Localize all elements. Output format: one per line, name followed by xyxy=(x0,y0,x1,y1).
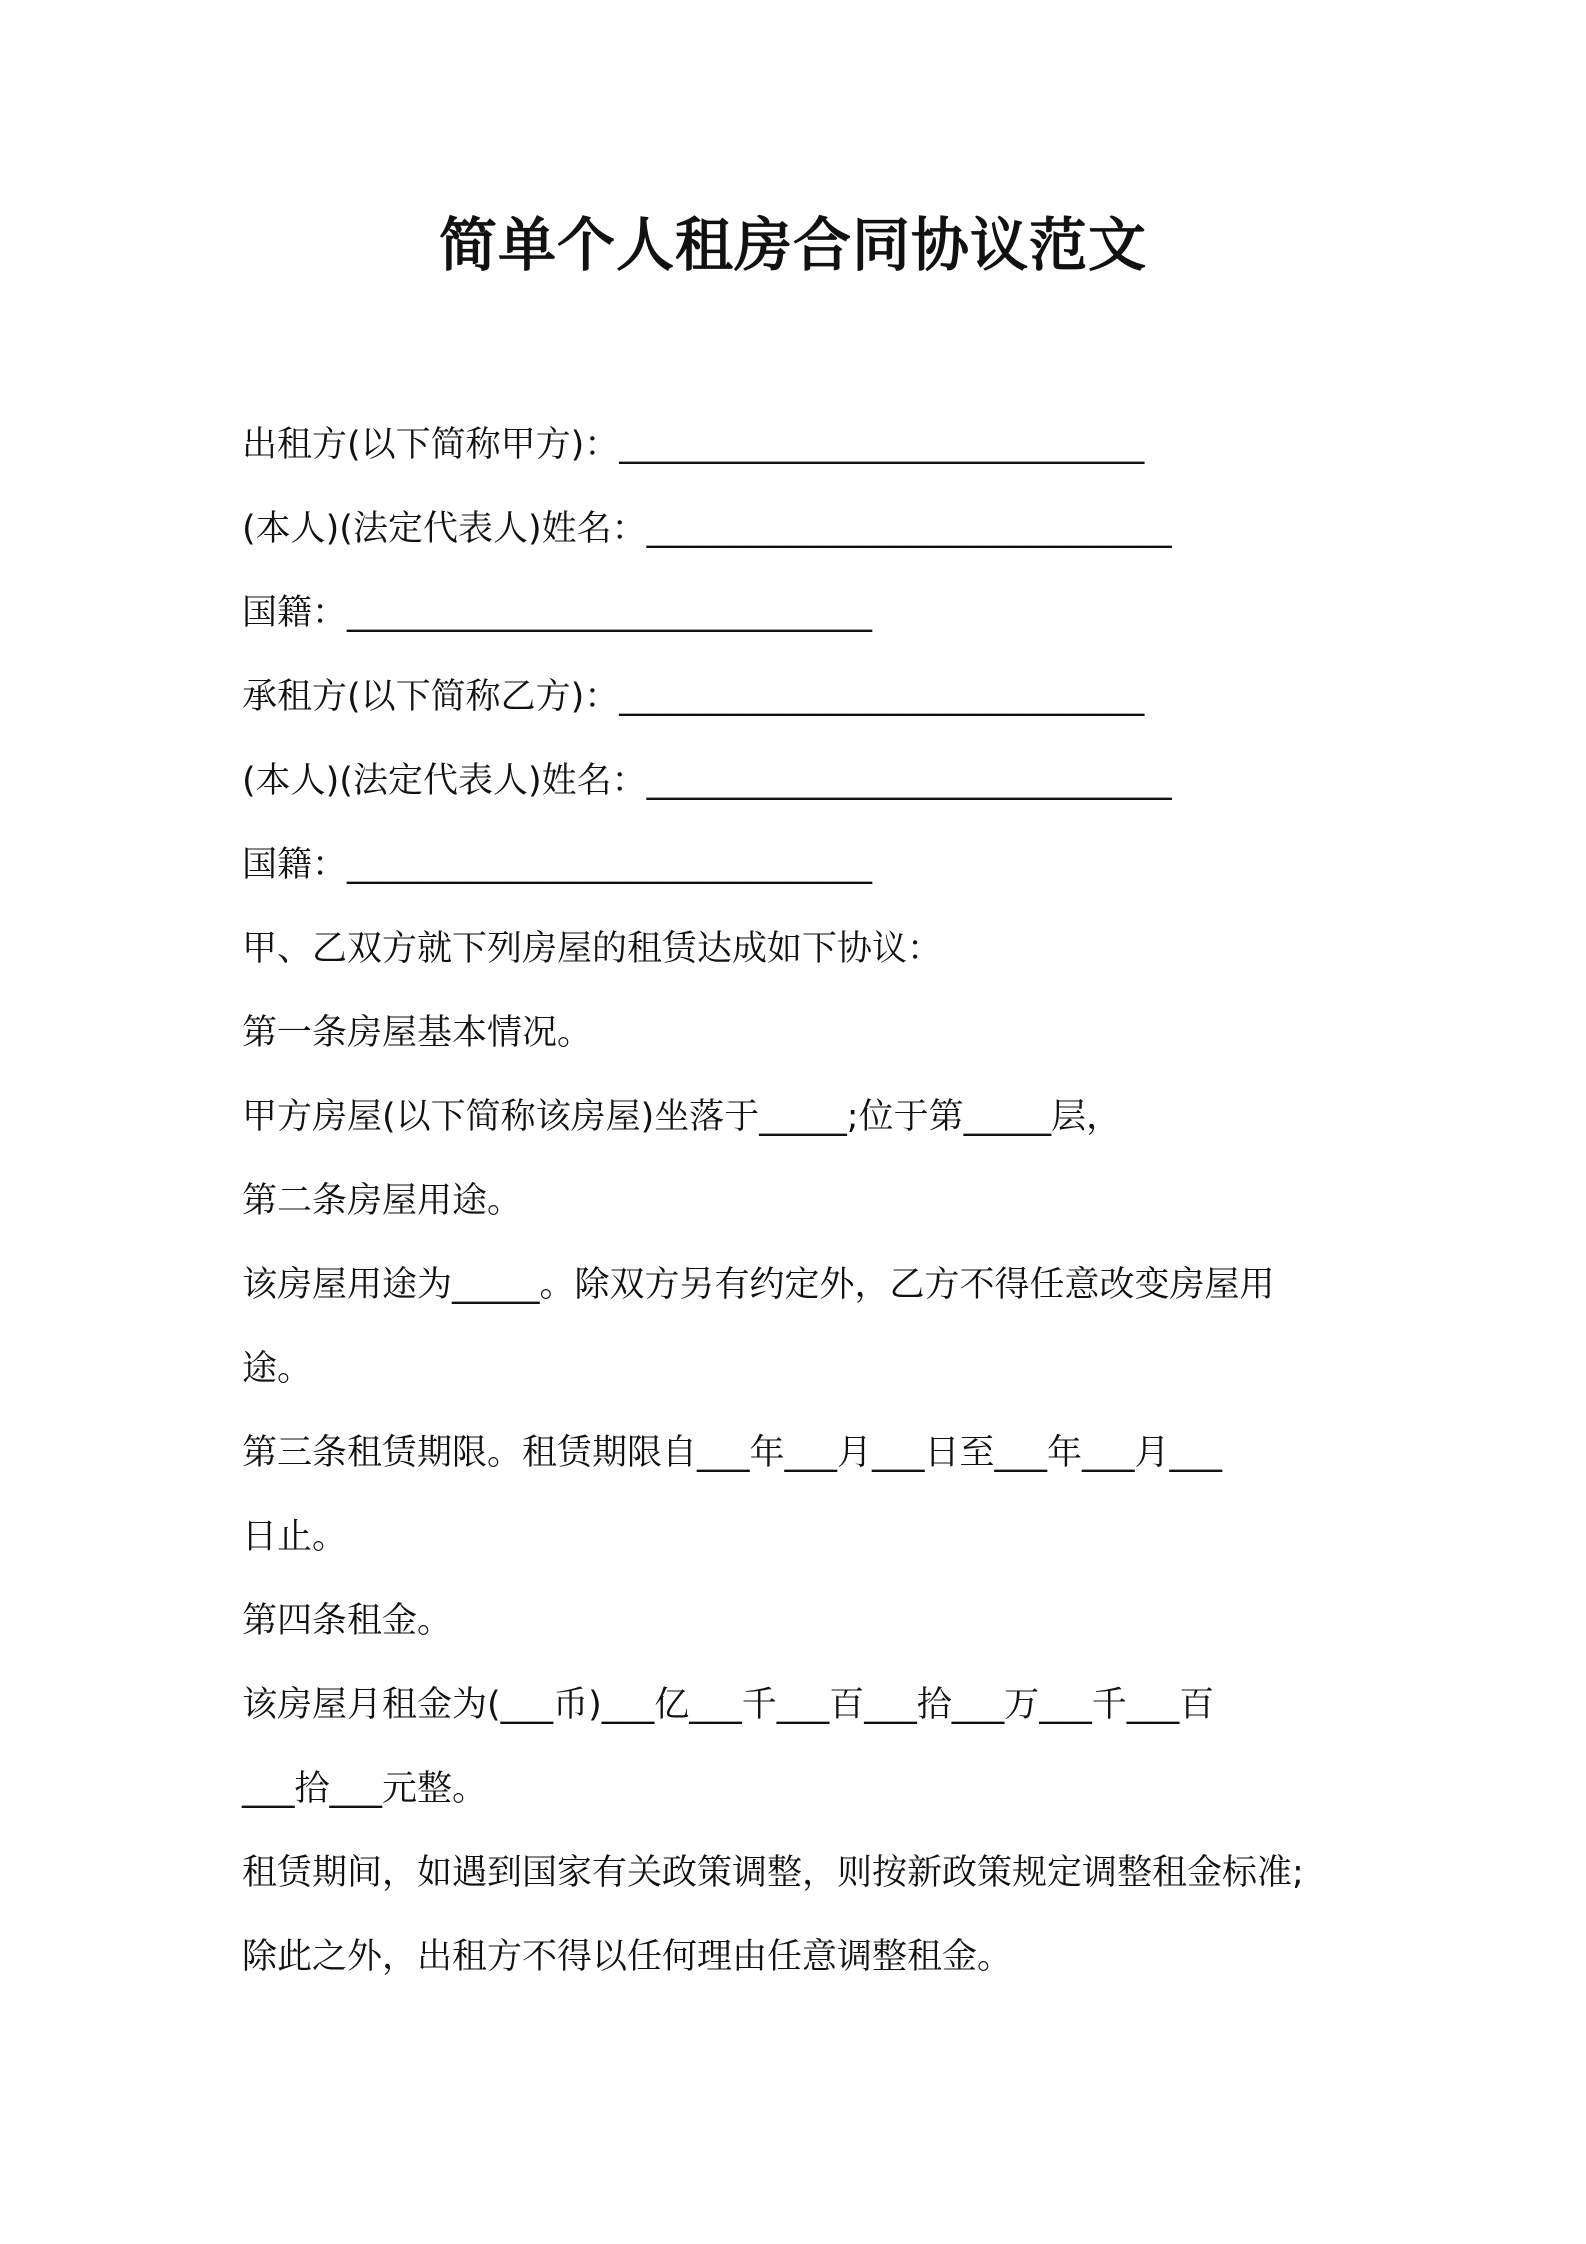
article-2-heading: 第二条房屋用途。 xyxy=(242,1181,523,1221)
article-3-text-line-2: 日止。 xyxy=(242,1517,348,1557)
document-body xyxy=(242,403,1372,1999)
article-3-text-line-1: 第三条租赁期限。租赁期限自___年___月___日至___年___月___ xyxy=(242,1433,1223,1473)
article-4-policy-line-2: 除此之外，出租方不得以任何理由任意调整租金。 xyxy=(242,1937,1013,1977)
lessee-nationality-line: 国籍：______________________________ xyxy=(242,845,873,885)
lessor-nationality-line: 国籍：______________________________ xyxy=(242,593,873,633)
lessor-name-line: (本人)(法定代表人)姓名：______________________________ xyxy=(242,509,1172,549)
article-4-heading: 第四条租金。 xyxy=(242,1601,453,1641)
article-4-rent-line-2: ___拾___元整。 xyxy=(242,1769,488,1809)
article-2-text-line-1: 该房屋用途为_____。除双方另有约定外，乙方不得任意改变房屋用 xyxy=(242,1265,1275,1305)
lessee-name-line: (本人)(法定代表人)姓名：______________________________ xyxy=(242,761,1172,801)
article-4-rent-line-1: 该房屋月租金为(___币)___亿___千___百___拾___万___千___百 xyxy=(242,1685,1215,1725)
lessee-line: 承租方(以下简称乙方)：______________________________ xyxy=(242,677,1145,717)
agreement-intro-line: 甲、乙双方就下列房屋的租赁达成如下协议： xyxy=(242,929,943,969)
lessor-line: 出租方(以下简称甲方)：______________________________ xyxy=(242,425,1145,465)
document-title: 简单个人租房合同协议范文 xyxy=(438,211,1147,279)
article-1-heading: 第一条房屋基本情况。 xyxy=(242,1013,593,1053)
article-2-text-line-2: 途。 xyxy=(242,1349,313,1389)
article-4-policy-line-1: 租赁期间，如遇到国家有关政策调整，则按新政策规定调整租金标准; xyxy=(242,1853,1304,1893)
article-1-text: 甲方房屋(以下简称该房屋)坐落于_____;位于第_____层， xyxy=(242,1097,1122,1137)
